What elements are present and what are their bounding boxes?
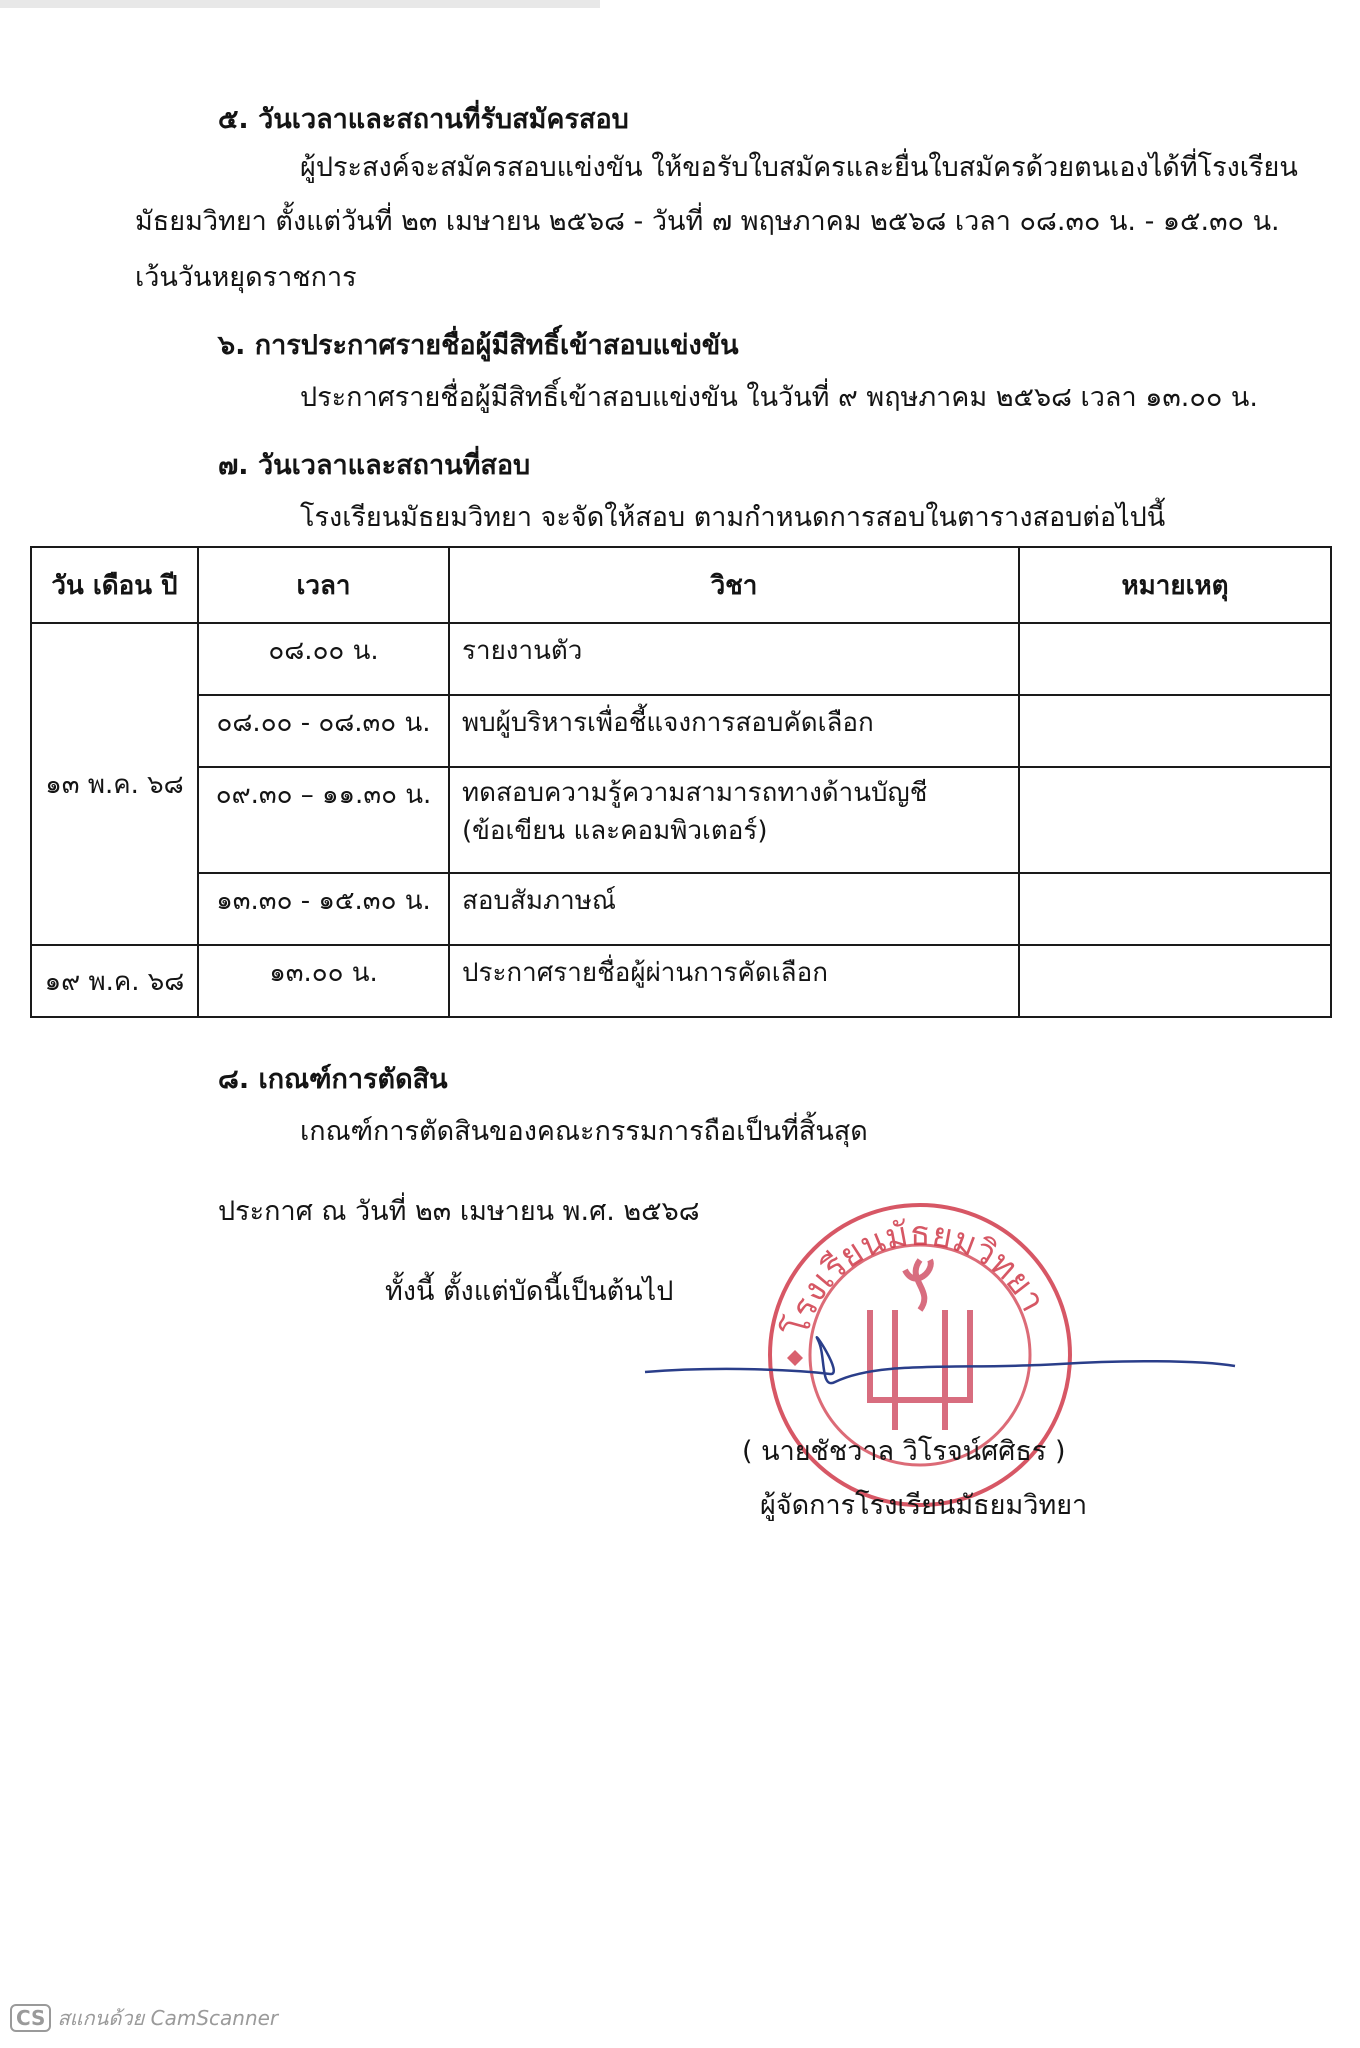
section6-line1: ประกาศรายชื่อผู้มีสิทธิ์เข้าสอบแข่งขัน ในวันที่ ๙ พฤษภาคม ๒๕๖๘ เวลา ๑๓.๐๐ น. <box>300 382 1258 413</box>
table-row <box>31 695 1331 767</box>
subject-cell <box>449 767 1019 873</box>
remark-cell <box>1019 945 1331 1017</box>
exam-schedule-table <box>30 546 1332 1018</box>
subject-cell: พบผู้บริหารเพื่อชี้แจงการสอบคัดเลือก <box>449 695 1019 767</box>
signatory-name: ( นายชัชวาล วิโรจน์ศศิธร ) <box>742 1436 1066 1467</box>
time-cell: ๐๘.๐๐ - ๐๘.๓๐ น. <box>198 695 449 767</box>
time-cell: ๑๓.๓๐ - ๑๕.๓๐ น. <box>198 873 449 945</box>
section8-line1: เกณฑ์การตัดสินของคณะกรรมการถือเป็นที่สิ้นสุด <box>300 1116 868 1147</box>
remark-cell <box>1019 873 1331 945</box>
section5-line3: เว้นวันหยุดราชการ <box>135 262 357 293</box>
section5-heading: ๕. วันเวลาและสถานที่รับสมัครสอบ <box>218 104 629 135</box>
subject-cell: รายงานตัว <box>449 623 1019 695</box>
remark-cell <box>1019 767 1331 873</box>
watermark-text: สแกนด้วย CamScanner <box>57 2006 279 2030</box>
remark-cell <box>1019 695 1331 767</box>
header-time: เวลา <box>198 547 449 623</box>
subject-line: (ข้อเขียน และคอมพิวเตอร์) <box>462 816 768 846</box>
handwritten-signature <box>640 1330 1240 1410</box>
header-subject: วิชา <box>449 547 1019 623</box>
header-remark: หมายเหตุ <box>1019 547 1331 623</box>
time-cell: ๐๙.๓๐ – ๑๑.๓๐ น. <box>198 767 449 873</box>
table-row <box>31 945 1331 1017</box>
signatory-title: ผู้จัดการโรงเรียนมัธยมวิทยา <box>760 1490 1088 1521</box>
time-cell: ๐๘.๐๐ น. <box>198 623 449 695</box>
table-header-row <box>31 547 1331 623</box>
section7-heading: ๗. วันเวลาและสถานที่สอบ <box>218 450 531 481</box>
scan-edge <box>0 0 600 8</box>
section5-line1: ผู้ประสงค์จะสมัครสอบแข่งขัน ให้ขอรับใบสมัครและยื่นใบสมัครด้วยตนเองได้ที่โรงเรียน <box>300 152 1298 183</box>
subject-line: ทดสอบความรู้ความสามารถทางด้านบัญชี <box>462 778 928 808</box>
subject-cell: สอบสัมภาษณ์ <box>449 873 1019 945</box>
time-cell: ๑๓.๐๐ น. <box>198 945 449 1017</box>
table-row <box>31 873 1331 945</box>
section6-heading: ๖. การประกาศรายชื่อผู้มีสิทธิ์เข้าสอบแข่งขัน <box>218 330 739 361</box>
section7-line1: โรงเรียนมัธยมวิทยา จะจัดให้สอบ ตามกำหนดการสอบในตารางสอบต่อไปนี้ <box>300 502 1166 533</box>
table-row <box>31 623 1331 695</box>
date-cell: ๑๙ พ.ค. ๖๘ <box>31 945 198 1017</box>
announce-date: ประกาศ ณ วันที่ ๒๓ เมษายน พ.ศ. ๒๕๖๘ <box>218 1196 700 1227</box>
section8-heading: ๘. เกณฑ์การตัดสิน <box>218 1064 448 1095</box>
remark-cell <box>1019 623 1331 695</box>
seal-text: โรงเรียนมัธยมวิทยา <box>776 1213 1054 1341</box>
subject-cell: ประกาศรายชื่อผู้ผ่านการคัดเลือก <box>449 945 1019 1017</box>
camscanner-watermark <box>10 2002 278 2034</box>
section5-line2: มัธยมวิทยา ตั้งแต่วันที่ ๒๓ เมษายน ๒๕๖๘ - วันที่ ๗ พฤษภาคม ๒๕๖๘ เวลา ๐๘.๓๐ น. - ๑๕.๓๐ น. <box>135 206 1280 237</box>
header-date: วัน เดือน ปี <box>31 547 198 623</box>
announce-effective: ทั้งนี้ ตั้งแต่บัดนี้เป็นต้นไป <box>385 1276 674 1307</box>
table-row <box>31 767 1331 873</box>
date-cell: ๑๓ พ.ค. ๖๘ <box>31 623 198 945</box>
camscanner-logo: CS <box>10 2004 51 2032</box>
